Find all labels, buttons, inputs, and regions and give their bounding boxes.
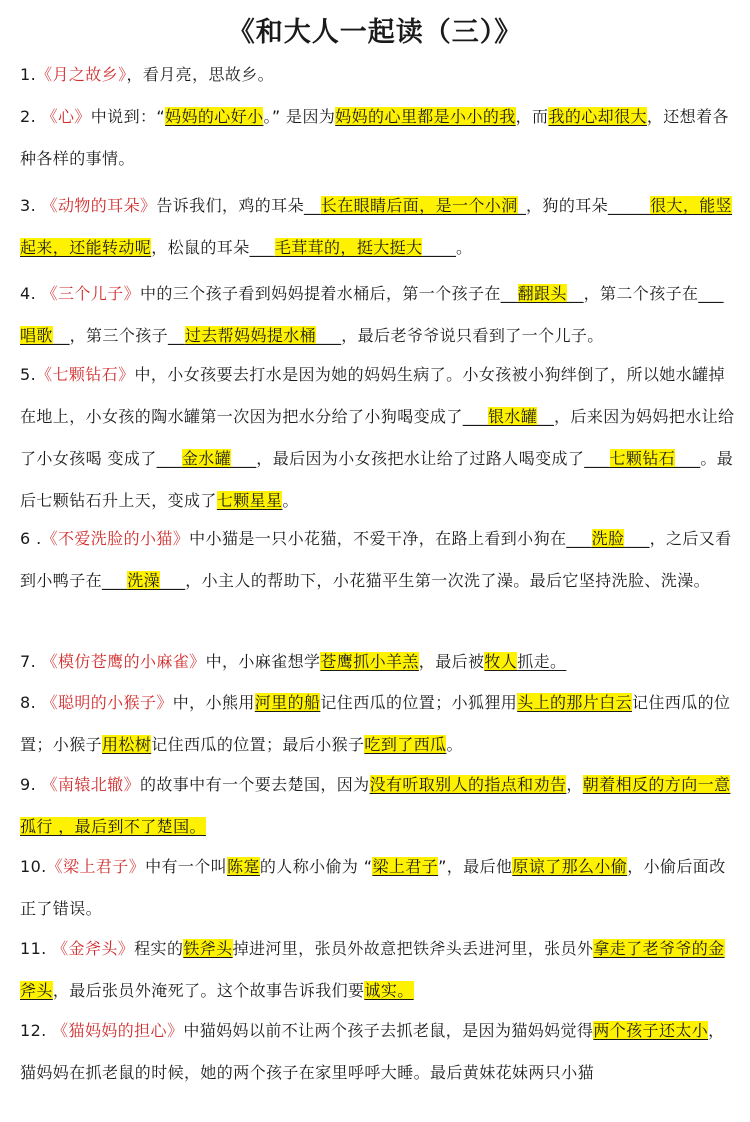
item-text: 中的三个孩子看到妈妈提着水桶后，第一个孩子在: [139, 284, 501, 303]
highlighted-answer: 牧人: [484, 652, 518, 671]
item-text: 3.: [20, 196, 42, 215]
answer-blank: ___: [249, 238, 275, 257]
answer-blank: _: [517, 196, 527, 215]
item-2: [20, 96, 740, 180]
story-title: 《心》: [41, 107, 91, 126]
answer-blank: ___: [675, 449, 701, 468]
answer-blank: ___: [102, 571, 128, 590]
highlighted-answer: 唱歌: [20, 326, 53, 345]
story-title: 《金斧头》: [52, 939, 135, 958]
item-text: ，小偷后面改正了错误。: [20, 857, 726, 918]
item-text: ，第二个孩子在: [583, 284, 699, 303]
item-text: 程实的: [134, 939, 184, 958]
item-text: 7.: [20, 652, 42, 671]
highlighted-answer: 朝着相反的方向一意孤行 ，最后到不了楚国。: [20, 775, 731, 836]
item-text: 1.: [20, 65, 37, 84]
item-9: [20, 764, 740, 848]
answer-blank: __: [303, 196, 321, 215]
item-text: 。最后七颗钻石升上天，变成了: [20, 449, 734, 510]
answer-blank: _____: [608, 196, 651, 215]
item-text: ，松鼠的耳朵: [151, 238, 250, 257]
highlighted-answer: 金水罐: [181, 449, 232, 468]
highlighted-answer: 很大，能竖起来，还能转动呢: [20, 196, 733, 257]
answer-blank: ___: [624, 529, 650, 548]
answer-blank: ___: [160, 571, 186, 590]
item-text: 中，小麻雀想学: [205, 652, 321, 671]
story-title: 《聪明的小猴子》: [41, 693, 173, 712]
highlighted-answer: 河里的船: [254, 693, 321, 712]
answer-blank: __: [52, 326, 70, 345]
item-text: ，最后被: [418, 652, 485, 671]
highlighted-answer: 两个孩子还太小: [593, 1021, 709, 1040]
item-text: ，最后老爷爷说只看到了一个儿子。: [341, 326, 604, 345]
answer-blank: ___: [156, 449, 182, 468]
item-8: [20, 682, 740, 766]
item-text: 10.: [20, 857, 47, 876]
answer-blank: __: [566, 284, 584, 303]
item-text: 的故事中有一个要去楚国，因为: [139, 775, 370, 794]
highlighted-answer: 诚实。: [364, 981, 414, 1000]
story-title: 《动物的耳朵》: [41, 196, 157, 215]
item-text: 11.: [20, 939, 53, 958]
highlighted-answer: 长在眼睛后面，是一个小洞: [320, 196, 518, 215]
item-text: 8.: [20, 693, 42, 712]
highlighted-answer: 过去帮妈妈提水桶: [184, 326, 317, 345]
item-1: [20, 54, 740, 96]
answer-blank: ____: [422, 238, 457, 257]
highlighted-answer: 洗脸: [591, 529, 625, 548]
highlighted-answer: 原谅了那么小偷: [512, 857, 628, 876]
answer-blank: ___: [462, 407, 489, 426]
item-text: ，看月亮，思故乡。: [126, 65, 275, 84]
answer-blank: ___: [316, 326, 342, 345]
answer-blank: ___: [566, 529, 592, 548]
highlighted-answer: 毛茸茸的，挺大挺大: [274, 238, 423, 257]
item-text: 9.: [20, 775, 42, 794]
item-text: ，最后张员外淹死了。这个故事告诉我们要: [52, 981, 365, 1000]
item-text: ，第三个孩子: [69, 326, 169, 345]
item-text: 记住西瓜的位置；小猴子: [20, 693, 731, 754]
answer-blank: __: [537, 407, 555, 426]
story-title: 《猫妈妈的担心》: [52, 1021, 184, 1040]
item-text: 告诉我们，鸡的耳朵: [156, 196, 304, 215]
item-text: 2.: [20, 107, 42, 126]
item-text: ，狗的耳朵: [526, 196, 609, 215]
item-text: 12.: [20, 1021, 53, 1040]
item-text: 的人称小偷为 “: [259, 857, 373, 876]
highlighted-answer: 妈妈的心里都是小小的我: [335, 107, 516, 126]
item-text: ，之后又看到小鸭子在: [20, 529, 732, 590]
item-6: [20, 518, 740, 602]
story-title: 《南辕北辙》: [41, 775, 140, 794]
item-text: 4.: [20, 284, 42, 303]
item-text: 掉进河里，张员外故意把铁斧头丢进河里，张员外: [232, 939, 594, 958]
item-text: 中，小女孩要去打水是因为她的妈妈生病了。小女孩被小狗绊倒了，所以她水罐掉在地上，小女孩的陶水罐第一次因为把水分给了小狗喝变成了: [20, 365, 725, 426]
item-text: ，还想着各种各样的事情。: [20, 107, 729, 168]
item-text: 。: [456, 238, 473, 257]
item-text: 中小猫是一只小花猫，不爱干净，在路上看到小狗在: [189, 529, 567, 548]
item-7: [20, 641, 740, 683]
highlighted-answer: 头上的那片白云: [517, 693, 633, 712]
highlighted-answer: 陈寔: [227, 857, 260, 876]
item-11: [20, 928, 740, 1012]
item-12: [20, 1010, 740, 1094]
item-text: ，: [566, 775, 583, 794]
item-text: 中说到：“: [90, 107, 166, 126]
item-text: ，而: [515, 107, 549, 126]
item-text: ，小主人的帮助下，小花猫平生第一次洗了澡。最后它坚持洗脸、洗澡。: [185, 571, 711, 590]
item-5: [20, 354, 740, 522]
answer-blank: 抓走。: [517, 652, 567, 671]
highlighted-answer: 妈妈的心好小: [165, 107, 264, 126]
item-text: 记住西瓜的位置；最后小猴子: [151, 735, 365, 754]
highlighted-answer: 翻跟头: [517, 284, 567, 303]
answer-blank: ___: [584, 449, 610, 468]
highlighted-answer: 用松树: [102, 735, 152, 754]
highlighted-answer: 银水罐: [488, 407, 538, 426]
story-title: 《梁上君子》: [46, 857, 146, 876]
highlighted-answer: 七颗星星: [216, 491, 283, 510]
highlighted-answer: 吃到了西瓜: [364, 735, 447, 754]
item-text: ，最后因为小女孩把水让给了过路人喝变成了: [256, 449, 585, 468]
item-10: [20, 846, 740, 930]
item-text: ，猫妈妈在抓老鼠的时候，她的两个孩子在家里呼呼大睡。最后黄妹花妹两只小猫: [20, 1021, 725, 1082]
highlighted-answer: 没有听取别人的指点和劝告: [369, 775, 567, 794]
story-title: 《七颗钻石》: [36, 365, 135, 384]
item-text: 6 .: [20, 529, 42, 548]
item-text: 中，小熊用: [172, 693, 255, 712]
story-title: 《模仿苍鹰的小麻雀》: [41, 652, 206, 671]
story-title: 《月之故乡》: [36, 65, 127, 84]
item-text: 。: [282, 491, 299, 510]
item-text: ，后来因为妈妈把水让给了小女孩喝 变成了: [20, 407, 735, 468]
item-text: 记住西瓜的位置；小狐狸用: [320, 693, 518, 712]
answer-blank: __: [500, 284, 518, 303]
answer-blank: ___: [231, 449, 257, 468]
highlighted-answer: 拿走了老爷爷的金斧头: [20, 939, 725, 1000]
item-text: ”，最后他: [438, 857, 513, 876]
answer-blank: __: [168, 326, 185, 345]
highlighted-answer: 梁上君子: [372, 857, 439, 876]
item-4: [20, 273, 740, 357]
highlighted-answer: 铁斧头: [183, 939, 233, 958]
item-text: 。: [446, 735, 463, 754]
item-text: 5.: [20, 365, 37, 384]
highlighted-answer: 我的心却很大: [548, 107, 647, 126]
item-text: 。” 是因为: [263, 107, 336, 126]
story-title: 《不爱洗脸的小猫》: [41, 529, 190, 548]
item-text: 中有一个叫: [145, 857, 228, 876]
highlighted-answer: 七颗钻石: [609, 449, 676, 468]
highlighted-answer: 苍鹰抓小羊羔: [320, 652, 419, 671]
item-3: [20, 185, 740, 269]
answer-blank: ___: [698, 284, 724, 303]
item-text: 中猫妈妈以前不让两个孩子去抓老鼠，是因为猫妈妈觉得: [183, 1021, 594, 1040]
page-title: 《和大人一起读（三）》: [227, 17, 523, 48]
highlighted-answer: 洗澡: [127, 571, 161, 590]
story-title: 《三个儿子》: [41, 284, 140, 303]
